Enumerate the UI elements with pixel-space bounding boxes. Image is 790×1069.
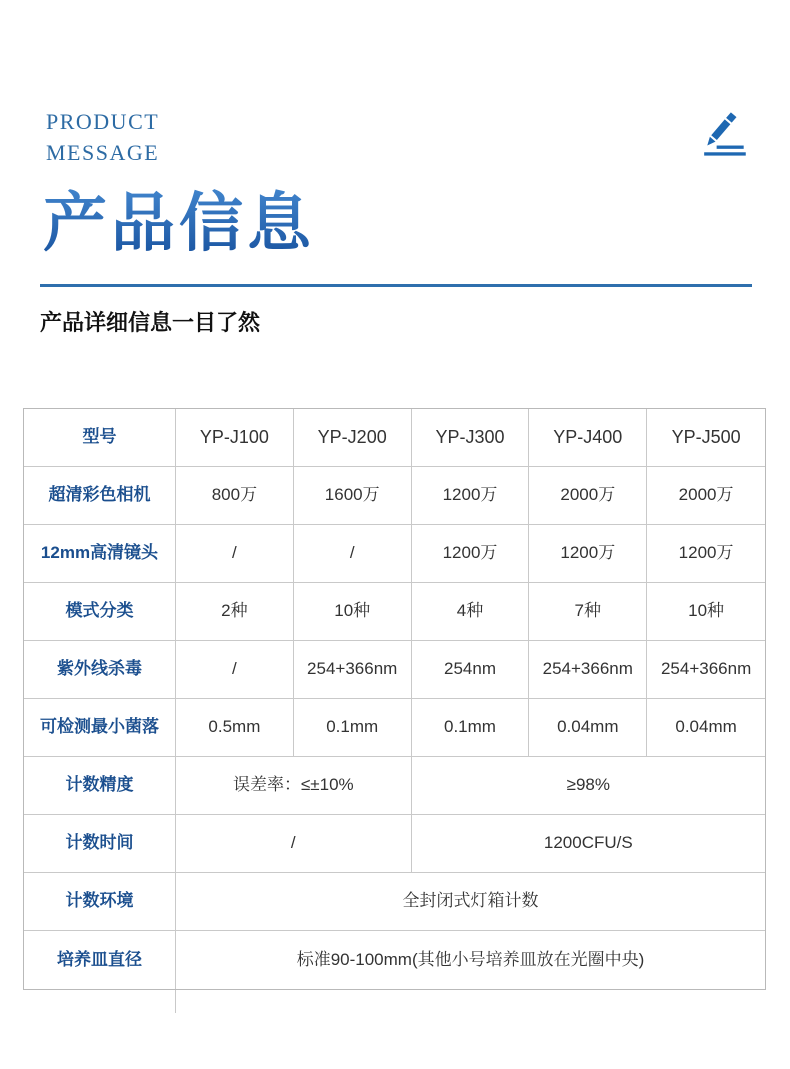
row-label: 计数环境 (24, 873, 176, 931)
cell-value: 4种 (412, 583, 530, 641)
cell-value: / (176, 525, 294, 583)
cell-value: 2000万 (647, 467, 765, 525)
cell-value: 1200万 (412, 525, 530, 583)
spec-table (23, 408, 766, 990)
header-model-1: YP-J100 (176, 409, 294, 467)
table-border-artifact (175, 990, 176, 1013)
cell-value: 2种 (176, 583, 294, 641)
header-model-4: YP-J400 (529, 409, 647, 467)
header-model-5: YP-J500 (647, 409, 765, 467)
row-label: 12mm高清镜头 (24, 525, 176, 583)
cell-value: 10种 (294, 583, 412, 641)
eyebrow-heading (46, 106, 159, 168)
cell-value: ≥98% (412, 757, 765, 815)
cell-value: 254nm (412, 641, 530, 699)
row-label: 培养皿直径 (24, 931, 176, 989)
header-model-3: YP-J300 (412, 409, 530, 467)
cell-value: 1600万 (294, 467, 412, 525)
cell-value: / (294, 525, 412, 583)
cell-value: 0.1mm (412, 699, 530, 757)
cell-value: 800万 (176, 467, 294, 525)
cell-value: 254+366nm (647, 641, 765, 699)
cell-value: 2000万 (529, 467, 647, 525)
cell-value: 误差率：≤±10% (176, 757, 412, 815)
header-model-label: 型号 (24, 409, 176, 467)
cell-value: 1200万 (647, 525, 765, 583)
eyebrow-line2: MESSAGE (46, 140, 160, 165)
cell-value: 1200万 (412, 467, 530, 525)
cell-value: / (176, 815, 412, 873)
cell-value: 0.04mm (647, 699, 765, 757)
page-title: 产品信息 (43, 172, 315, 264)
row-label: 超清彩色相机 (24, 467, 176, 525)
eyebrow-line1: PRODUCT (46, 109, 160, 134)
cell-value: 全封闭式灯箱计数 (176, 873, 765, 931)
row-label: 模式分类 (24, 583, 176, 641)
header-model-2: YP-J200 (294, 409, 412, 467)
cell-value: 0.04mm (529, 699, 647, 757)
cell-value: 254+366nm (529, 641, 647, 699)
cell-value: 1200万 (529, 525, 647, 583)
pencil-writing-icon (700, 107, 752, 157)
title-divider-rule (40, 284, 752, 287)
cell-value: 254+366nm (294, 641, 412, 699)
cell-value: 0.1mm (294, 699, 412, 757)
cell-value: 10种 (647, 583, 765, 641)
cell-value: 标准90-100mm(其他小号培养皿放在光圈中央) (296, 949, 645, 969)
cell-value: 1200CFU/S (412, 815, 765, 873)
cell-value: 0.5mm (176, 699, 294, 757)
cell-value: / (176, 641, 294, 699)
row-label: 计数时间 (24, 815, 176, 873)
row-label: 紫外线杀毒 (24, 641, 176, 699)
row-label: 可检测最小菌落 (24, 699, 176, 757)
page-subtitle: 产品详细信息一目了然 (40, 310, 261, 335)
cell-value: 7种 (529, 583, 647, 641)
row-label: 计数精度 (24, 757, 176, 815)
